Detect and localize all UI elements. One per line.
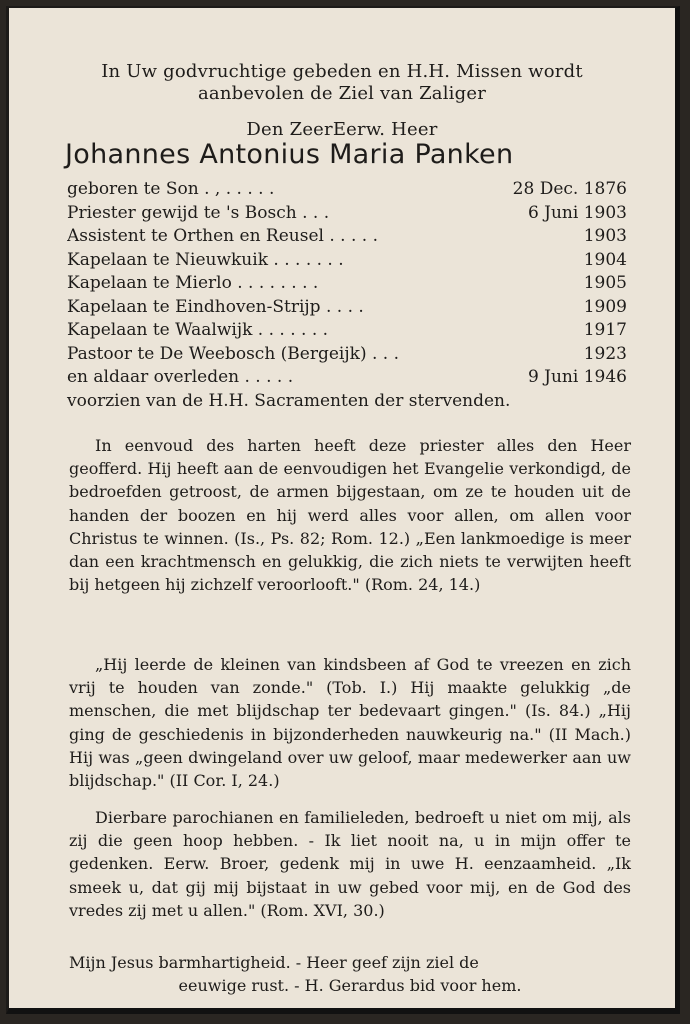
career-row xyxy=(67,202,627,226)
career-event: Kapelaan te Waalwijk . . . . . . . xyxy=(67,320,329,340)
paragraph-1-text: In eenvoud des harten heeft deze priester alles den Heer geofferd. Hij heeft aan de eenvoudigen het Evangelie verkondigd, de bedroefden getroost, de armen bijgestaan, om ze te houden uit de handen der boozen en hij werd alles voor allen, om allen voor Christus te winnen. (Is., Ps. 82; Rom. 12.) „Een lankmoedige is meer dan een krachtmensch en gelukkig, die zich niets te verwijten heeft bij hetgeen hij zichzelf veroorlooft." (Rom. 24, 14.) xyxy=(69,436,631,595)
career-row xyxy=(67,319,627,343)
career-row xyxy=(67,178,627,202)
paragraph-2-text: „Hij leerde de kleinen van kindsbeen af God te vreezen en zich vrij te houden van zonde." (Tob. I.) Hij maakte gelukkig „de menschen, die met blijdschap ter bedevaart gingen." (Is. 84.) „Hij ging de geschiedenis in bijzonderheden nauwkeurig na." (II Mach.) Hij was „geen dwingeland over uw geloof, maar medewerker aan uw blijdschap." (II Cor. I, 24.) xyxy=(69,655,631,791)
career-event: Assistent te Orthen en Reusel . . . . . xyxy=(67,226,378,246)
intro-line-1: In Uw godvruchtige gebeden en H.H. Missen wordt xyxy=(101,61,583,82)
memorial-card xyxy=(6,6,680,1014)
career-event: en aldaar overleden . . . . . xyxy=(67,367,294,387)
career-event: Kapelaan te Nieuwkuik . . . . . . . xyxy=(67,249,344,270)
career-event: geboren te Son . , . . . . . xyxy=(67,179,275,199)
final-prayer-line-2: eeuwige rust. - H. Gerardus bid voor hem. xyxy=(178,976,522,996)
honorific-title: Den ZeerEerw. Heer xyxy=(246,119,438,140)
career-list xyxy=(67,178,627,413)
paragraph-2 xyxy=(69,653,631,792)
career-row xyxy=(67,296,627,320)
intro-line-2: aanbevolen de Ziel van Zaliger xyxy=(198,83,486,104)
final-prayer-line-1: Mijn Jesus barmhartigheid. - Heer geef zijn ziel de xyxy=(69,953,479,972)
career-event: Kapelaan te Eindhoven-Strijp . . . . xyxy=(67,296,364,317)
sacraments-line: voorzien van de H.H. Sacramenten der stervenden. xyxy=(67,390,511,411)
career-date: 1917 xyxy=(583,320,627,340)
career-event: Priester gewijd te 's Bosch . . . xyxy=(67,202,330,223)
career-row xyxy=(67,225,627,249)
paragraph-1 xyxy=(69,434,631,596)
career-row xyxy=(67,343,627,367)
career-row xyxy=(67,366,627,390)
career-event: Pastoor te De Weebosch (Bergeijk) . . . xyxy=(67,343,399,364)
career-date: 1923 xyxy=(583,343,627,364)
final-prayer xyxy=(69,951,631,997)
paragraph-3-text: Dierbare parochianen en familieleden, bedroeft u niet om mij, als zij die geen hoop hebben. - Ik liet nooit na, u in mijn offer te gedenken. Eerw. Broer, gedenk mij in uwe H. eenzaamheid. „Ik smeek u, dat gij mij bijstaat in uw gebed voor mij, en de God des vredes zij met u allen." (Rom. XVI, 30.) xyxy=(69,808,631,920)
career-row xyxy=(67,272,627,296)
career-date: 6 Juni 1903 xyxy=(527,202,627,223)
career-date: 28 Dec. 1876 xyxy=(512,179,627,199)
career-date: 1905 xyxy=(583,273,627,293)
career-event: Kapelaan te Mierlo . . . . . . . . xyxy=(67,273,319,293)
career-date: 1903 xyxy=(583,226,627,246)
deceased-name: Johannes Antonius Maria Panken xyxy=(65,139,514,170)
career-date: 1909 xyxy=(583,296,627,317)
paragraph-3 xyxy=(69,806,631,922)
career-date: 9 Juni 1946 xyxy=(527,367,627,387)
career-row xyxy=(67,249,627,273)
career-date: 1904 xyxy=(583,249,627,270)
